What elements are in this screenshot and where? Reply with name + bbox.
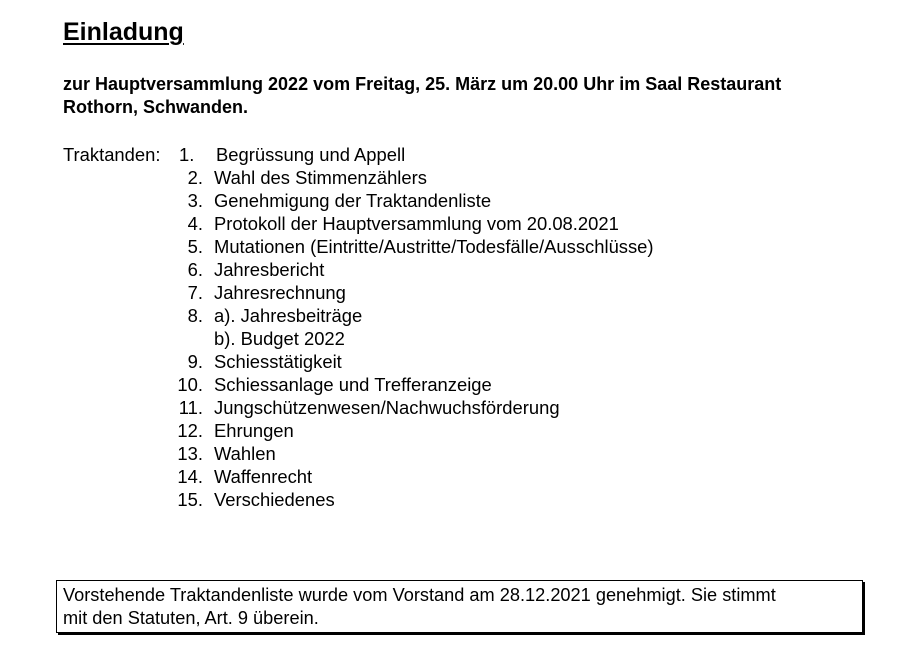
agenda-item-text: a). Jahresbeiträge [214,305,363,326]
agenda-item-text: Wahlen [214,443,276,464]
approval-notice-box [56,580,863,633]
agenda-item-text: Verschiedenes [214,489,335,510]
agenda-item-number: 5. [187,236,203,257]
agenda-item-number: 6. [187,259,203,280]
agenda-item-number: 12. [177,420,203,441]
agenda-item-number: 15. [177,489,203,510]
agenda-item-text: Begrüssung und Appell [216,144,406,165]
agenda-item-number: 13. [177,443,203,464]
agenda-item-number: 8. [187,305,203,326]
agenda-item-number: 7. [187,282,203,303]
agenda-item-number: 2. [187,167,203,188]
notice-line-2: mit den Statuten, Art. 9 überein. [63,608,319,628]
agenda-item-number: 9. [187,351,203,372]
agenda-item-text: Protokoll der Hauptversammlung vom 20.08.2021 [214,213,619,234]
invitation-subtitle [63,73,883,119]
agenda-item-text: Wahl des Stimmenzählers [214,167,427,188]
agenda-item-text: Schiessanlage und Trefferanzeige [214,374,492,395]
agenda-item-number: 11. [178,397,203,418]
notice-line-1: Vorstehende Traktandenliste wurde vom Vorstand am 28.12.2021 genehmigt. Sie stimmt [63,585,776,605]
agenda-item-text: Waffenrecht [214,466,313,487]
agenda-item-text: Jungschützenwesen/Nachwuchsförderung [214,397,560,418]
agenda-item-number: 3. [187,190,203,211]
agenda-item-text: Jahresbericht [214,259,325,280]
subtitle-line-1: zur Hauptversammlung 2022 vom Freitag, 25. März um 20.00 Uhr im Saal Restaurant [63,74,782,94]
agenda-item-text: Schiesstätigkeit [214,351,342,372]
agenda-item-text: Ehrungen [214,420,294,441]
agenda-item-number: 4. [187,213,203,234]
subtitle-line-2: Rothorn, Schwanden. [63,97,249,117]
agenda-item-text: Mutationen (Eintritte/Austritte/Todesfälle/Ausschlüsse) [214,236,654,257]
agenda-item-number: 10. [177,374,203,395]
agenda-item-text: Genehmigung der Traktandenliste [214,190,492,211]
agenda-item-number: 1. [179,144,195,165]
agenda-item-text: b). Budget 2022 [214,328,345,349]
agenda-item-number: 14. [177,466,203,487]
page-title: Einladung [63,18,184,46]
agenda-item-text: Jahresrechnung [214,282,346,303]
agenda-label: Traktanden: [63,144,161,165]
